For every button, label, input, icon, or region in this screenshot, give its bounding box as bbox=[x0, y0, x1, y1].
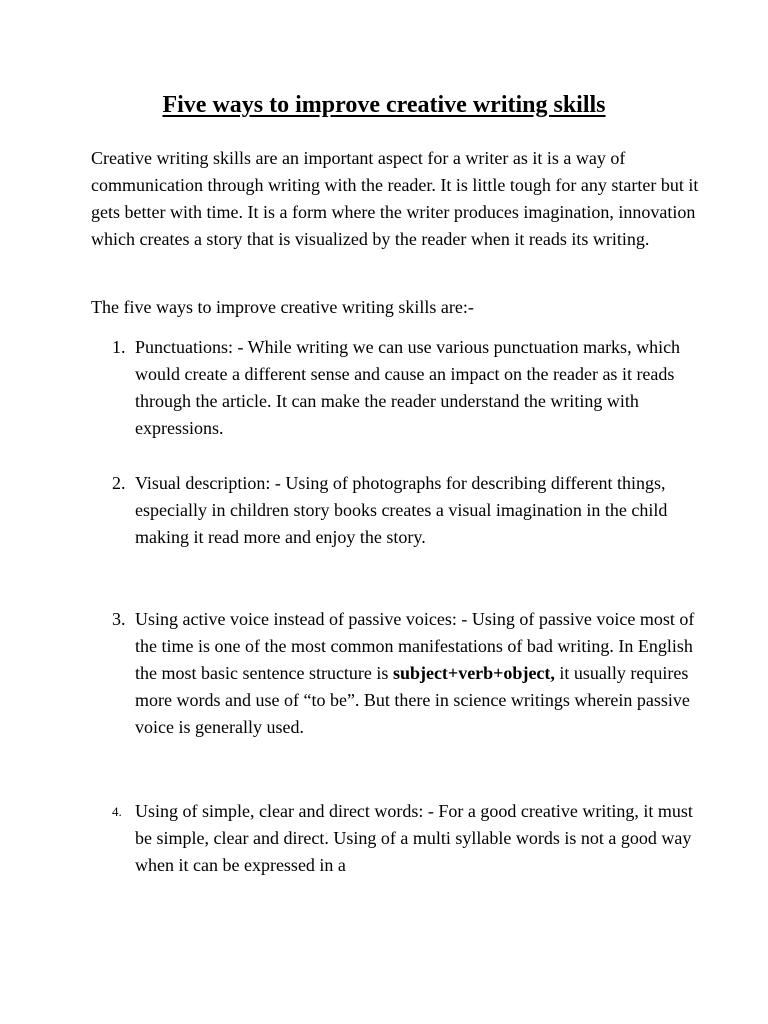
list-item-number: 1. bbox=[112, 337, 126, 357]
bold-phrase: subject+verb+object, bbox=[392, 663, 555, 683]
list-item-number: 2. bbox=[112, 473, 126, 493]
list-item-text bbox=[135, 606, 703, 741]
list-item-text: Visual description: - Using of photographs for describing different things, especially in children story books creates a visual imagination in the child making it read more and enjoy the story. bbox=[135, 473, 668, 547]
list-item-text: Using of simple, clear and direct words: - For a good creative writing, it must be simple, clear and direct. Using of a multi syllable words is not a good way when it can be expressed in a bbox=[135, 801, 693, 875]
list-item-text-part: Using active voice instead of passive voices: - Using of passive voice most of the time is one of the most common manifestations of bad writing. In English the most basic sentence structure is bbox=[135, 609, 695, 683]
list-item-number: 4. bbox=[112, 804, 122, 819]
intro-paragraph: Creative writing skills are an important aspect for a writer as it is a way of communication through writing with the reader. It is little tough for any starter but it gets better with time. It is a form where the writer produces imagination, innovation which creates a story that is visualized by the reader when it reads its writing. bbox=[91, 148, 699, 249]
lead-paragraph: The five ways to improve creative writing skills are:- bbox=[91, 297, 474, 317]
page-title: Five ways to improve creative writing skills bbox=[162, 92, 606, 118]
list-item-text-part: it usually requires more words and use of “to be”. But there in science writings wherein passive voice is generally used. bbox=[135, 663, 690, 737]
list-item-text: Punctuations: - While writing we can use various punctuation marks, which would create a different sense and cause an impact on the reader as it reads through the article. It can make the reader understand the writing with expressions. bbox=[135, 337, 681, 438]
list-item-number: 3. bbox=[112, 609, 126, 629]
